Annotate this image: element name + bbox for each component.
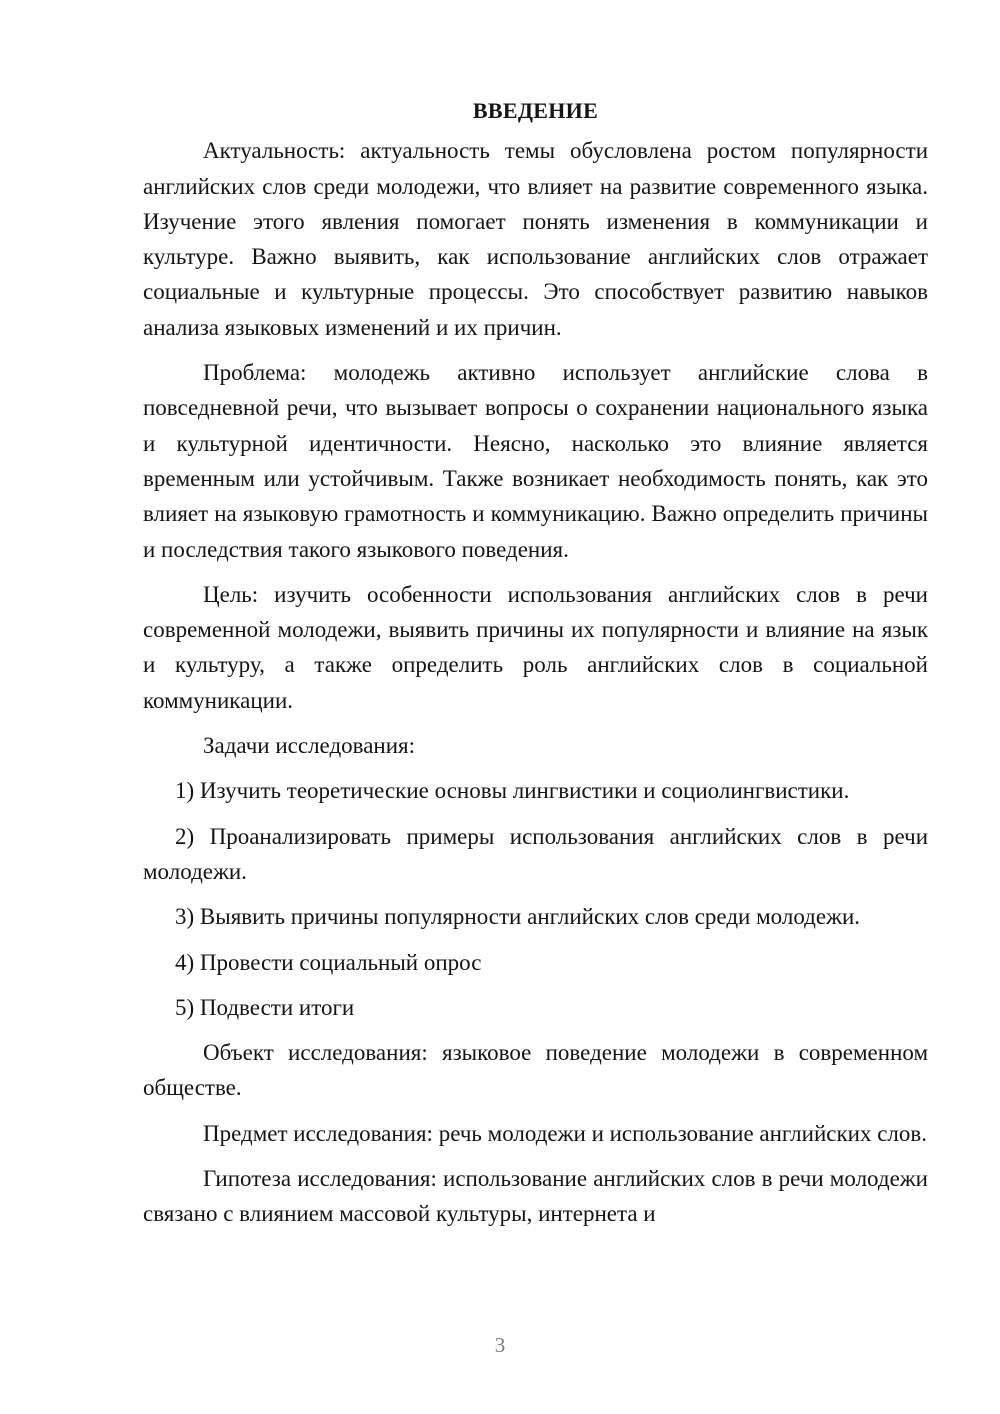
task-item: 3) Выявить причины популярности английских слов среди молодежи. xyxy=(175,904,861,930)
paragraph-tasks-heading: Задачи исследования: xyxy=(203,733,416,759)
task-item: 2) Проанализировать примеры использования английских слов в речи молодежи. xyxy=(143,823,928,884)
task-item: 1) Изучить теоретические основы лингвистики и социолингвистики. xyxy=(175,778,850,804)
paragraph-hypothesis: Гипотеза исследования: использование английских слов в речи молодежи связано с влиянием массовой культуры, интернета и xyxy=(143,1166,928,1227)
paragraph-object: Объект исследования: языковое поведение молодежи в современном обществе. xyxy=(143,1040,928,1101)
section-title: ВВЕДЕНИЕ xyxy=(472,98,599,123)
paragraph-goal: Цель: изучить особенности использования английских слов в речи современной молодежи, выявить причины их популярности и влияние на язык и культуру, а также определить роль английских слов в социальной коммуникации. xyxy=(143,581,928,713)
task-item: 5) Подвести итоги xyxy=(175,994,355,1020)
task-item: 4) Провести социальный опрос xyxy=(175,949,482,975)
paragraph-relevance: Актуальность: актуальность темы обусловлена ростом популярности английских слов среди молодежи, что влияет на развитие современного языка. Изучение этого явления помогает понять изменения в коммуникации и культуре. Важно выявить, как использование английских слов отражает социальные и культурные процессы. Это способствует развитию навыков анализа языковых изменений и их причин. xyxy=(143,138,928,340)
page-content xyxy=(143,93,928,1242)
paragraph-subject: Предмет исследования: речь молодежи и использование английских слов. xyxy=(203,1120,928,1146)
page-number: 3 xyxy=(494,1333,506,1357)
paragraph-problem: Проблема: молодежь активно использует английские слова в повседневной речи, что вызывает вопросы о сохранении национального языка и культурной идентичности. Неясно, насколько это влияние является временным или устойчивым. Также возникает необходимость понять, как это влияет на языковую грамотность и коммуникацию. Важно определить причины и последствия такого языкового поведения. xyxy=(143,360,928,562)
